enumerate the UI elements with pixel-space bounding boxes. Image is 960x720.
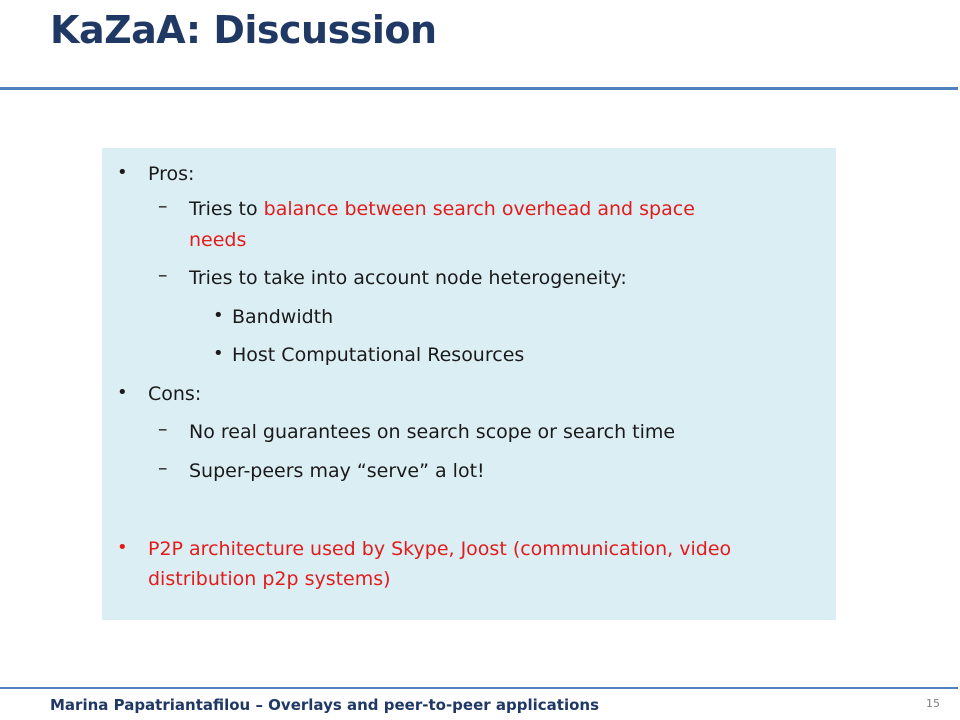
subitem-host-resources: Host Computational Resources bbox=[232, 344, 525, 366]
pros-item-balance-highlight: balance between search overhead and space bbox=[263, 198, 695, 220]
bullet-icon: • bbox=[117, 537, 128, 558]
slide-title: KaZaA: Discussion bbox=[50, 8, 437, 52]
note-line-1: P2P architecture used by Skype, Joost (communication, video bbox=[148, 538, 732, 560]
footer-divider bbox=[0, 687, 958, 689]
cons-item-guarantees: No real guarantees on search scope or search time bbox=[189, 421, 676, 443]
bullet-icon: • bbox=[213, 305, 224, 326]
pros-item-heterogeneity: Tries to take into account node heterogeneity: bbox=[189, 267, 627, 289]
bullet-icon: • bbox=[117, 162, 128, 183]
title-divider bbox=[0, 87, 958, 90]
content-box bbox=[102, 148, 836, 620]
dash-icon: – bbox=[158, 457, 168, 479]
bullet-icon: • bbox=[213, 343, 224, 364]
pros-item-balance bbox=[189, 195, 695, 223]
bullet-icon: • bbox=[117, 382, 128, 403]
cons-label: Cons: bbox=[148, 383, 202, 405]
footer-text: Marina Papatriantafilou – Overlays and peer-to-peer applications bbox=[50, 696, 599, 714]
page-number: 15 bbox=[926, 697, 940, 710]
dash-icon: – bbox=[158, 264, 168, 286]
pros-item-balance-prefix: Tries to bbox=[189, 198, 264, 220]
cons-item-superpeers: Super-peers may “serve” a lot! bbox=[189, 460, 485, 482]
dash-icon: – bbox=[158, 195, 168, 217]
subitem-bandwidth: Bandwidth bbox=[232, 306, 334, 328]
dash-icon: – bbox=[158, 418, 168, 440]
pros-item-balance-cont: needs bbox=[189, 229, 247, 251]
note-line-2: distribution p2p systems) bbox=[148, 568, 391, 590]
pros-label: Pros: bbox=[148, 163, 195, 185]
